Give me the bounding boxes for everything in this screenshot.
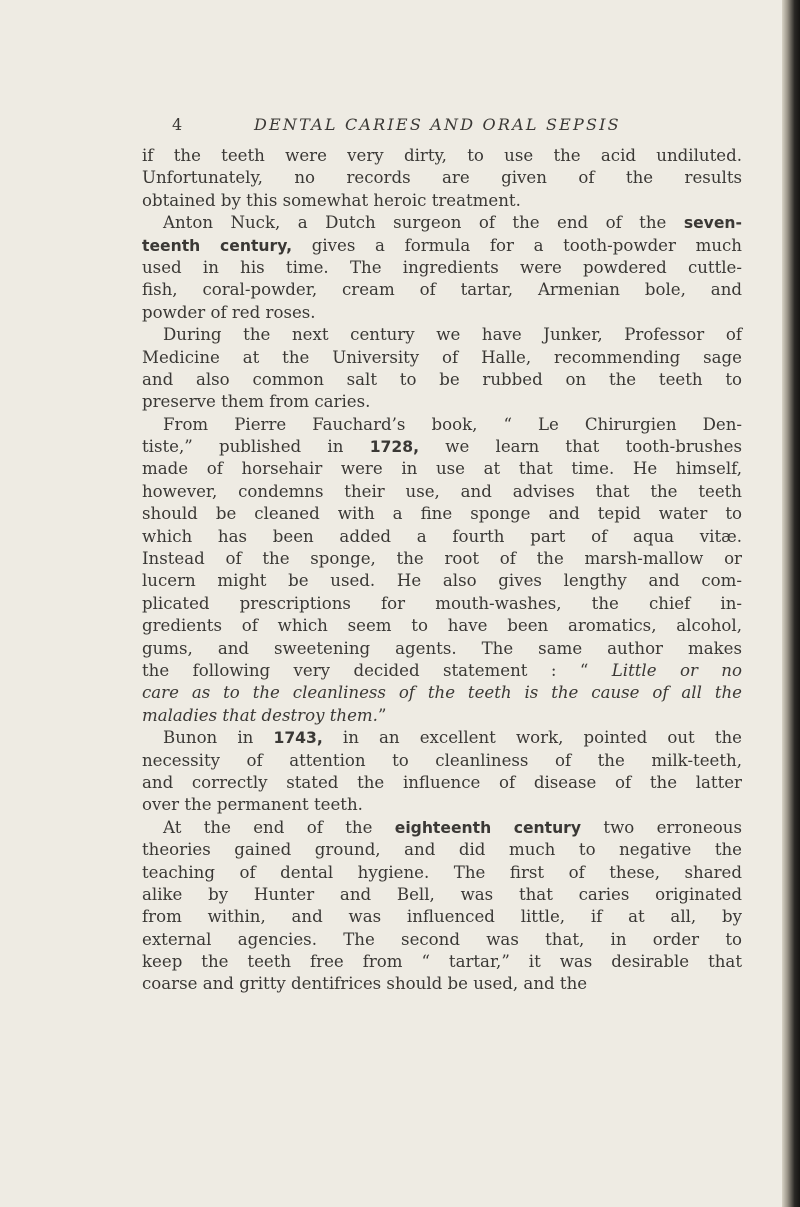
text-line — [142, 570, 742, 592]
text-line — [142, 615, 742, 637]
text-line — [142, 772, 742, 794]
text-span: fish, coral-powder, cream of tartar, Armenian bole, and — [142, 280, 742, 300]
text-span: Bunon in — [163, 728, 274, 748]
italic-span: care as to the cleanliness of the teeth is the cause of all the — [142, 683, 742, 703]
paragraph — [142, 414, 742, 727]
text-line — [142, 414, 742, 436]
text-line — [142, 302, 742, 324]
text-line — [142, 682, 742, 704]
text-span: we learn that tooth-brushes — [419, 437, 742, 457]
text-line — [142, 324, 742, 346]
paragraph — [142, 324, 742, 414]
text-line — [142, 212, 742, 234]
text-line — [142, 705, 742, 727]
text-line — [142, 235, 742, 257]
text-line — [142, 817, 742, 839]
text-span: Medicine at the University of Halle, recommending sage — [142, 347, 742, 367]
text-span: from within, and was influenced little, if at all, by — [142, 907, 742, 927]
book-spine-edge — [782, 0, 800, 1207]
text-span: keep the teeth free from “ tartar,” it was desirable that — [142, 952, 742, 972]
text-line — [142, 481, 742, 503]
body-text — [142, 145, 742, 996]
bold-span: seven- — [683, 214, 742, 233]
text-line — [142, 727, 742, 749]
text-span: alike by Hunter and Bell, was that caries originated — [142, 884, 742, 904]
text-line — [142, 548, 742, 570]
text-line — [142, 526, 742, 548]
text-span: necessity of attention to cleanliness of the milk-teeth, — [142, 750, 742, 770]
text-line — [142, 794, 742, 816]
text-span: Anton Nuck, a Dutch surgeon of the end of the — [163, 213, 684, 233]
text-line — [142, 750, 742, 772]
text-line — [142, 347, 742, 369]
text-span: gives a formula for a tooth-powder much — [292, 235, 742, 255]
text-span: if the teeth were very dirty, to use the acid undiluted. — [142, 146, 742, 165]
text-span: theories gained ground, and did much to negative the — [142, 840, 742, 860]
bold-span: 1743, — [273, 729, 323, 748]
running-header — [0, 113, 784, 141]
text-line — [142, 973, 742, 995]
text-line — [142, 884, 742, 906]
text-span: over the permanent teeth. — [142, 795, 363, 815]
text-line — [142, 279, 742, 301]
text-line — [142, 929, 742, 951]
text-span: however, condemns their use, and advises that the teeth — [142, 481, 742, 501]
text-line — [142, 638, 742, 660]
text-span: the following very decided statement : “ — [142, 660, 612, 680]
text-line — [142, 862, 742, 884]
text-span: coarse and gritty dentifrices should be used, and the — [142, 974, 588, 994]
text-span: tiste,” published in — [142, 437, 370, 457]
bold-span: eighteenth century — [394, 818, 582, 837]
paragraph — [142, 212, 742, 324]
text-span: two erroneous — [581, 817, 742, 837]
page-number: 4 — [172, 115, 184, 134]
text-line — [142, 951, 742, 973]
text-span: From Pierre Fauchard’s book, “ Le Chirurgien Den- — [163, 414, 742, 434]
text-span: made of horsehair were in use at that time. He himself, — [142, 459, 742, 479]
text-line — [142, 436, 742, 458]
text-line — [142, 458, 742, 480]
text-span: which has been added a fourth part of aqua vitæ. — [142, 526, 742, 546]
text-span: and also common salt to be rubbed on the teeth to — [142, 369, 742, 389]
text-span: preserve them from caries. — [142, 392, 371, 412]
text-span: used in his time. The ingredients were powdered cuttle- — [142, 257, 742, 277]
paragraph — [142, 145, 742, 212]
text-span: powder of red roses. — [142, 302, 316, 322]
text-line — [142, 391, 742, 413]
text-span: external agencies. The second was that, in order to — [142, 929, 742, 949]
text-line — [142, 190, 742, 212]
italic-span: maladies that destroy them. — [142, 705, 378, 725]
text-span: ” — [377, 705, 387, 725]
text-span: Instead of the sponge, the root of the marsh-mallow or — [142, 549, 742, 569]
text-line — [142, 167, 742, 189]
bold-span: teenth century, — [142, 236, 293, 255]
text-line — [142, 839, 742, 861]
text-span: gums, and sweetening agents. The same author makes — [142, 638, 742, 658]
bold-span: 1728, — [369, 438, 420, 457]
text-span: should be cleaned with a fine sponge and tepid water to — [142, 504, 742, 524]
text-line — [142, 503, 742, 525]
text-line — [142, 660, 742, 682]
text-span: gredients of which seem to have been aromatics, alcohol, — [142, 616, 742, 636]
text-span: in an excellent work, pointed out the — [322, 728, 742, 748]
text-line — [142, 145, 742, 167]
text-span: Unfortunately, no records are given of the results — [142, 168, 742, 188]
italic-span: Little or no — [611, 660, 742, 680]
text-line — [142, 906, 742, 928]
text-line — [142, 593, 742, 615]
text-span: and correctly stated the influence of disease of the latter — [142, 772, 742, 792]
paragraph — [142, 817, 742, 996]
text-line — [142, 257, 742, 279]
text-span: At the end of the — [163, 817, 395, 837]
text-line — [142, 369, 742, 391]
text-span: lucern might be used. He also gives lengthy and com- — [142, 571, 742, 591]
text-span: plicated prescriptions for mouth-washes, the chief in- — [142, 593, 742, 613]
running-title: DENTAL CARIES AND ORAL SEPSIS — [254, 115, 621, 134]
paragraph — [142, 727, 742, 817]
text-span: During the next century we have Junker, Professor of — [163, 325, 742, 345]
text-span: teaching of dental hygiene. The first of these, shared — [142, 862, 742, 882]
text-span: obtained by this somewhat heroic treatment. — [142, 190, 521, 210]
